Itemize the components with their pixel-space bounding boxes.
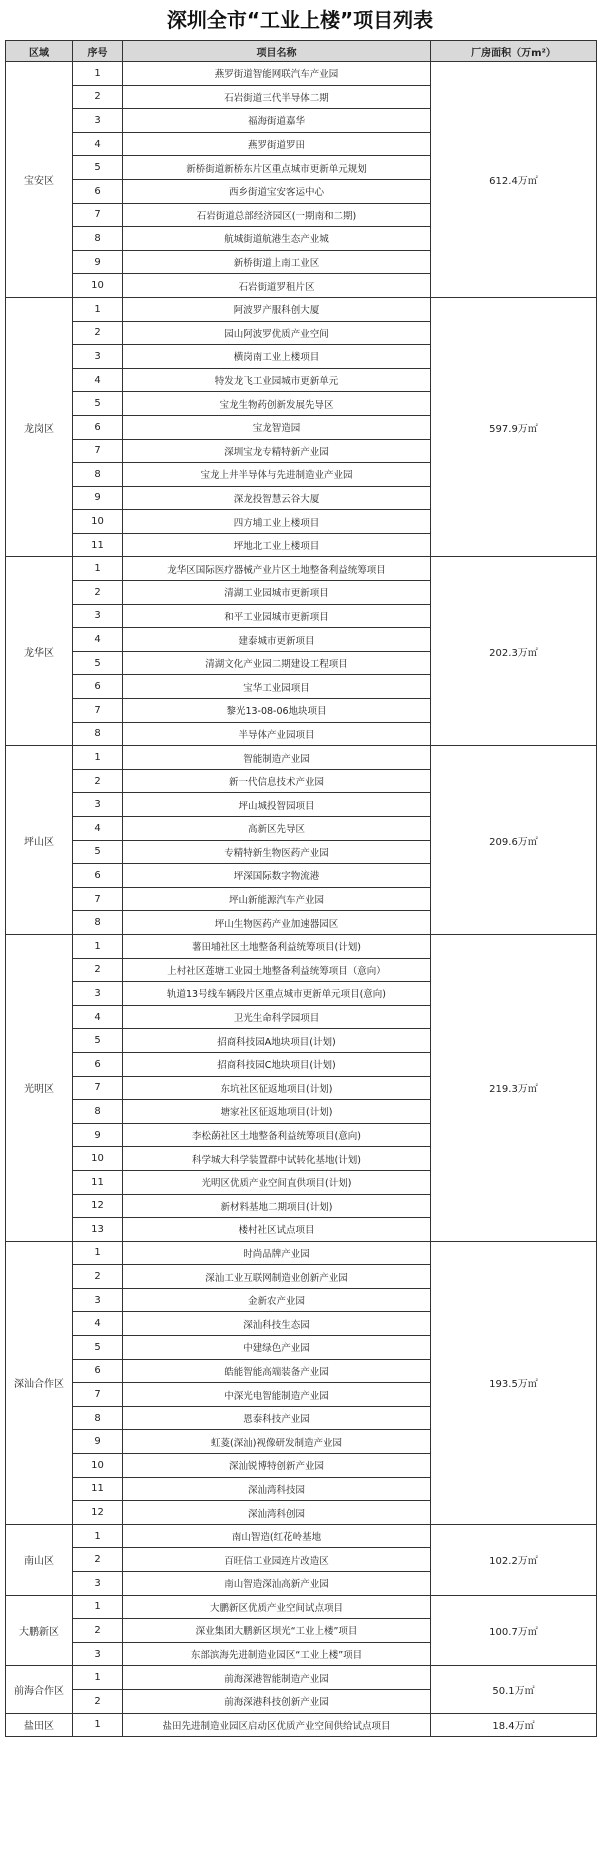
project-name-cell: 宝华工业园项目	[123, 675, 431, 699]
seq-cell: 5	[73, 840, 123, 864]
seq-cell: 9	[73, 1123, 123, 1147]
project-name-cell: 清湖工业园城市更新项目	[123, 581, 431, 605]
area-cell: 100.7万㎡	[431, 1595, 597, 1666]
seq-cell: 1	[73, 934, 123, 958]
project-name-cell: 特发龙飞工业园城市更新单元	[123, 368, 431, 392]
seq-cell: 4	[73, 132, 123, 156]
seq-cell: 3	[73, 109, 123, 133]
project-name-cell: 福海街道嘉华	[123, 109, 431, 133]
project-name-cell: 坪深国际数字物流港	[123, 864, 431, 888]
area-cell: 102.2万㎡	[431, 1524, 597, 1595]
seq-cell: 2	[73, 769, 123, 793]
project-name-cell: 建泰城市更新项目	[123, 628, 431, 652]
table-row	[6, 1524, 597, 1548]
project-name-cell: 皓能智能高端装备产业园	[123, 1359, 431, 1383]
seq-cell: 2	[73, 1689, 123, 1713]
area-cell: 219.3万㎡	[431, 934, 597, 1241]
seq-cell: 12	[73, 1194, 123, 1218]
table-row	[6, 1595, 597, 1619]
seq-cell: 5	[73, 651, 123, 675]
seq-cell: 10	[73, 1147, 123, 1171]
seq-cell: 8	[73, 722, 123, 746]
seq-cell: 6	[73, 864, 123, 888]
project-name-cell: 深龙投智慧云谷大厦	[123, 486, 431, 510]
project-name-cell: 大鹏新区优质产业空间试点项目	[123, 1595, 431, 1619]
region-cell: 盐田区	[6, 1713, 73, 1737]
project-name-cell: 航城街道航港生态产业城	[123, 227, 431, 251]
project-name-cell: 深汕锐博特创新产业园	[123, 1454, 431, 1478]
project-name-cell: 宝龙上井半导体与先进制造业产业园	[123, 463, 431, 487]
project-name-cell: 招商科技园A地块项目(计划)	[123, 1029, 431, 1053]
seq-cell: 8	[73, 1100, 123, 1124]
project-name-cell: 西乡街道宝安客运中心	[123, 179, 431, 203]
seq-cell: 6	[73, 1052, 123, 1076]
project-name-cell: 光明区优质产业空间直供项目(计划)	[123, 1170, 431, 1194]
seq-cell: 2	[73, 1619, 123, 1643]
project-name-cell: 横岗南工业上楼项目	[123, 345, 431, 369]
seq-cell: 13	[73, 1218, 123, 1242]
seq-cell: 7	[73, 699, 123, 723]
region-cell: 南山区	[6, 1524, 73, 1595]
seq-cell: 4	[73, 1312, 123, 1336]
seq-cell: 2	[73, 581, 123, 605]
seq-cell: 8	[73, 227, 123, 251]
seq-cell: 6	[73, 415, 123, 439]
seq-cell: 6	[73, 675, 123, 699]
seq-cell: 7	[73, 203, 123, 227]
project-name-cell: 深业集团大鹏新区坝光“工业上楼”项目	[123, 1619, 431, 1643]
project-name-cell: 盐田先进制造业园区启动区优质产业空间供给试点项目	[123, 1713, 431, 1737]
project-name-cell: 新一代信息技术产业园	[123, 769, 431, 793]
project-name-cell: 智能制造产业园	[123, 746, 431, 770]
seq-cell: 8	[73, 1406, 123, 1430]
table-row	[6, 1241, 597, 1265]
header-region: 区域	[6, 41, 73, 62]
seq-cell: 10	[73, 1454, 123, 1478]
seq-cell: 9	[73, 250, 123, 274]
table-row	[6, 746, 597, 770]
project-name-cell: 薯田埔社区土地整备利益统筹项目(计划)	[123, 934, 431, 958]
region-cell: 坪山区	[6, 746, 73, 935]
seq-cell: 3	[73, 1642, 123, 1666]
project-name-cell: 招商科技园C地块项目(计划)	[123, 1052, 431, 1076]
project-name-cell: 科学城大科学装置群中试转化基地(计划)	[123, 1147, 431, 1171]
seq-cell: 11	[73, 533, 123, 557]
project-name-cell: 宝龙智造园	[123, 415, 431, 439]
project-name-cell: 阿波罗产服科创大厦	[123, 297, 431, 321]
seq-cell: 10	[73, 274, 123, 298]
seq-cell: 9	[73, 1430, 123, 1454]
region-cell: 龙岗区	[6, 297, 73, 557]
seq-cell: 12	[73, 1501, 123, 1525]
seq-cell: 4	[73, 1005, 123, 1029]
project-name-cell: 前海深港科技创新产业园	[123, 1689, 431, 1713]
seq-cell: 1	[73, 1241, 123, 1265]
table-header-row	[6, 41, 597, 62]
project-name-cell: 石岩街道三代半导体二期	[123, 85, 431, 109]
project-name-cell: 南山智造深汕高新产业园	[123, 1572, 431, 1596]
seq-cell: 1	[73, 297, 123, 321]
seq-cell: 8	[73, 463, 123, 487]
project-name-cell: 燕罗街道智能网联汽车产业园	[123, 62, 431, 86]
page-title: 深圳全市“工业上楼”项目列表	[166, 8, 434, 32]
table-row	[6, 934, 597, 958]
project-name-cell: 中建绿色产业园	[123, 1336, 431, 1360]
project-name-cell: 李松蓢社区土地整备利益统筹项目(意向)	[123, 1123, 431, 1147]
seq-cell: 1	[73, 1595, 123, 1619]
project-name-cell: 新桥街道新桥东片区重点城市更新单元规划	[123, 156, 431, 180]
region-cell: 龙华区	[6, 557, 73, 746]
project-name-cell: 上村社区莲塘工业园土地整备利益统筹项目（意向）	[123, 958, 431, 982]
project-name-cell: 深汕湾科技园	[123, 1477, 431, 1501]
seq-cell: 5	[73, 1029, 123, 1053]
seq-cell: 1	[73, 1666, 123, 1690]
region-cell: 大鹏新区	[6, 1595, 73, 1666]
project-name-cell: 深圳宝龙专精特新产业园	[123, 439, 431, 463]
project-name-cell: 坪山城投智园项目	[123, 793, 431, 817]
region-cell: 深汕合作区	[6, 1241, 73, 1524]
seq-cell: 1	[73, 1713, 123, 1737]
table-row	[6, 297, 597, 321]
project-name-cell: 清湖文化产业园二期建设工程项目	[123, 651, 431, 675]
project-table	[5, 40, 597, 1737]
project-name-cell: 高新区先导区	[123, 817, 431, 841]
project-name-cell: 和平工业园城市更新项目	[123, 604, 431, 628]
project-name-cell: 南山智造(红花岭基地	[123, 1524, 431, 1548]
project-name-cell: 石岩街道罗租片区	[123, 274, 431, 298]
area-cell: 612.4万㎡	[431, 62, 597, 298]
seq-cell: 4	[73, 368, 123, 392]
project-name-cell: 百旺信工业园连片改造区	[123, 1548, 431, 1572]
seq-cell: 2	[73, 321, 123, 345]
seq-cell: 5	[73, 392, 123, 416]
area-cell: 193.5万㎡	[431, 1241, 597, 1524]
project-name-cell: 恩泰科技产业园	[123, 1406, 431, 1430]
seq-cell: 6	[73, 179, 123, 203]
seq-cell: 3	[73, 345, 123, 369]
seq-cell: 3	[73, 604, 123, 628]
seq-cell: 4	[73, 628, 123, 652]
project-name-cell: 深汕湾科创园	[123, 1501, 431, 1525]
project-name-cell: 楼村社区试点项目	[123, 1218, 431, 1242]
project-name-cell: 专精特新生物医药产业园	[123, 840, 431, 864]
area-cell: 597.9万㎡	[431, 297, 597, 557]
table-row	[6, 62, 597, 86]
project-name-cell: 深汕工业互联网制造业创新产业园	[123, 1265, 431, 1289]
region-cell: 宝安区	[6, 62, 73, 298]
project-name-cell: 卫光生命科学园项目	[123, 1005, 431, 1029]
project-name-cell: 轨道13号线车辆段片区重点城市更新单元项目(意向)	[123, 982, 431, 1006]
project-name-cell: 半导体产业园项目	[123, 722, 431, 746]
seq-cell: 7	[73, 1383, 123, 1407]
area-cell: 209.6万㎡	[431, 746, 597, 935]
seq-cell: 1	[73, 557, 123, 581]
project-name-cell: 坪山新能源汽车产业园	[123, 887, 431, 911]
seq-cell: 6	[73, 1359, 123, 1383]
seq-cell: 7	[73, 1076, 123, 1100]
project-name-cell: 金新农产业园	[123, 1288, 431, 1312]
seq-cell: 3	[73, 793, 123, 817]
project-name-cell: 新材料基地二期项目(计划)	[123, 1194, 431, 1218]
seq-cell: 5	[73, 156, 123, 180]
seq-cell: 10	[73, 510, 123, 534]
area-cell: 50.1万㎡	[431, 1666, 597, 1713]
seq-cell: 9	[73, 486, 123, 510]
header-seq: 序号	[73, 41, 123, 62]
seq-cell: 7	[73, 887, 123, 911]
seq-cell: 3	[73, 982, 123, 1006]
project-name-cell: 塘家社区征返地项目(计划)	[123, 1100, 431, 1124]
project-name-cell: 深汕科技生态园	[123, 1312, 431, 1336]
project-name-cell: 宝龙生物药创新发展先导区	[123, 392, 431, 416]
seq-cell: 2	[73, 1548, 123, 1572]
seq-cell: 1	[73, 746, 123, 770]
seq-cell: 4	[73, 817, 123, 841]
seq-cell: 1	[73, 62, 123, 86]
seq-cell: 8	[73, 911, 123, 935]
table-row	[6, 1666, 597, 1690]
table-row	[6, 1713, 597, 1737]
project-name-cell: 坪地北工业上楼项目	[123, 533, 431, 557]
project-name-cell: 前海深港智能制造产业园	[123, 1666, 431, 1690]
seq-cell: 2	[73, 958, 123, 982]
header-name: 项目名称	[123, 41, 431, 62]
seq-cell: 11	[73, 1170, 123, 1194]
project-name-cell: 东部滨海先进制造业园区“工业上楼”项目	[123, 1642, 431, 1666]
seq-cell: 3	[73, 1572, 123, 1596]
table-body	[6, 62, 597, 1737]
project-name-cell: 燕罗街道罗田	[123, 132, 431, 156]
area-cell: 18.4万㎡	[431, 1713, 597, 1737]
seq-cell: 11	[73, 1477, 123, 1501]
seq-cell: 2	[73, 85, 123, 109]
header-area: 厂房面积（万m²）	[431, 41, 597, 62]
seq-cell: 7	[73, 439, 123, 463]
seq-cell: 1	[73, 1524, 123, 1548]
area-cell: 202.3万㎡	[431, 557, 597, 746]
region-cell: 前海合作区	[6, 1666, 73, 1713]
project-name-cell: 园山阿波罗优质产业空间	[123, 321, 431, 345]
project-name-cell: 坪山生物医药产业加速器园区	[123, 911, 431, 935]
project-name-cell: 龙华区国际医疗器械产业片区土地整备利益统筹项目	[123, 557, 431, 581]
project-name-cell: 时尚品牌产业园	[123, 1241, 431, 1265]
seq-cell: 2	[73, 1265, 123, 1289]
region-cell: 光明区	[6, 934, 73, 1241]
project-name-cell: 四方埔工业上楼项目	[123, 510, 431, 534]
project-name-cell: 石岩街道总部经济园区(一期南和二期)	[123, 203, 431, 227]
project-name-cell: 中深光电智能制造产业园	[123, 1383, 431, 1407]
seq-cell: 3	[73, 1288, 123, 1312]
project-name-cell: 新桥街道上南工业区	[123, 250, 431, 274]
seq-cell: 5	[73, 1336, 123, 1360]
table-row	[6, 557, 597, 581]
project-name-cell: 东坑社区征返地项目(计划)	[123, 1076, 431, 1100]
project-name-cell: 虹菱(深汕)视像研发制造产业园	[123, 1430, 431, 1454]
project-name-cell: 黎光13-08-06地块项目	[123, 699, 431, 723]
